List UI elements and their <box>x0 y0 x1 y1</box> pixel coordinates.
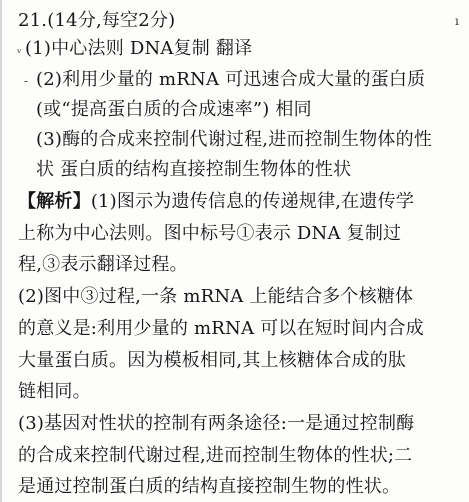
analysis-paragraph-1-line-1 <box>18 191 414 213</box>
left-margin-rule <box>0 0 2 502</box>
analysis-paragraph-3-line-3: 是通过控制蛋白质的结构直接控制生物的性状。 <box>18 476 401 497</box>
answer-3-line-1: (3)酶的合成来控制代谢过程,进而控制生物体的性 <box>36 129 433 150</box>
margin-mark: - <box>24 74 29 88</box>
analysis-paragraph-2-line-3: 大量蛋白质。因为模板相同,其上核糖体合成的肽 <box>18 350 407 371</box>
analysis-tag: 【解析】 <box>18 191 91 212</box>
answer-2-line-2: (或“提高蛋白质的合成速率”) 相同 <box>36 99 312 120</box>
answer-1: (1)中心法则 DNA复制 翻译 <box>25 38 253 59</box>
answer-3-line-2: 状 蛋白质的结构直接控制生物体的性状 <box>36 159 352 180</box>
analysis-paragraph-3-line-1: (3)基因对性状的控制有两条途径:一是通过控制酶 <box>18 413 415 434</box>
analysis-paragraph-1-line-2: 上称为中心法则。图中标号①表示 DNA 复制过 <box>18 223 402 244</box>
analysis-paragraph-1-line-3: 程,③表示翻译过程。 <box>18 254 188 275</box>
question-header: 21.(14分,每空2分) <box>18 10 176 31</box>
answer-2-line-1: (2)利用少量的 mRNA 可迅速合成大量的蛋白质 <box>36 69 426 90</box>
analysis-text: (1)图示为遗传信息的传递规律,在遗传学 <box>90 191 415 212</box>
stray-mark: ı <box>455 14 459 28</box>
analysis-paragraph-2-line-1: (2)图中③过程,一条 mRNA 上能结合多个核糖体 <box>18 286 414 307</box>
analysis-paragraph-2-line-4: 链相同。 <box>18 381 91 402</box>
analysis-paragraph-3-line-2: 的合成来控制代谢过程,进而控制生物体的性状;二 <box>18 445 413 466</box>
margin-mark: ᵥ <box>17 42 22 56</box>
analysis-paragraph-2-line-2: 的意义是:利用少量的 mRNA 可以在短时间内合成 <box>18 318 424 339</box>
